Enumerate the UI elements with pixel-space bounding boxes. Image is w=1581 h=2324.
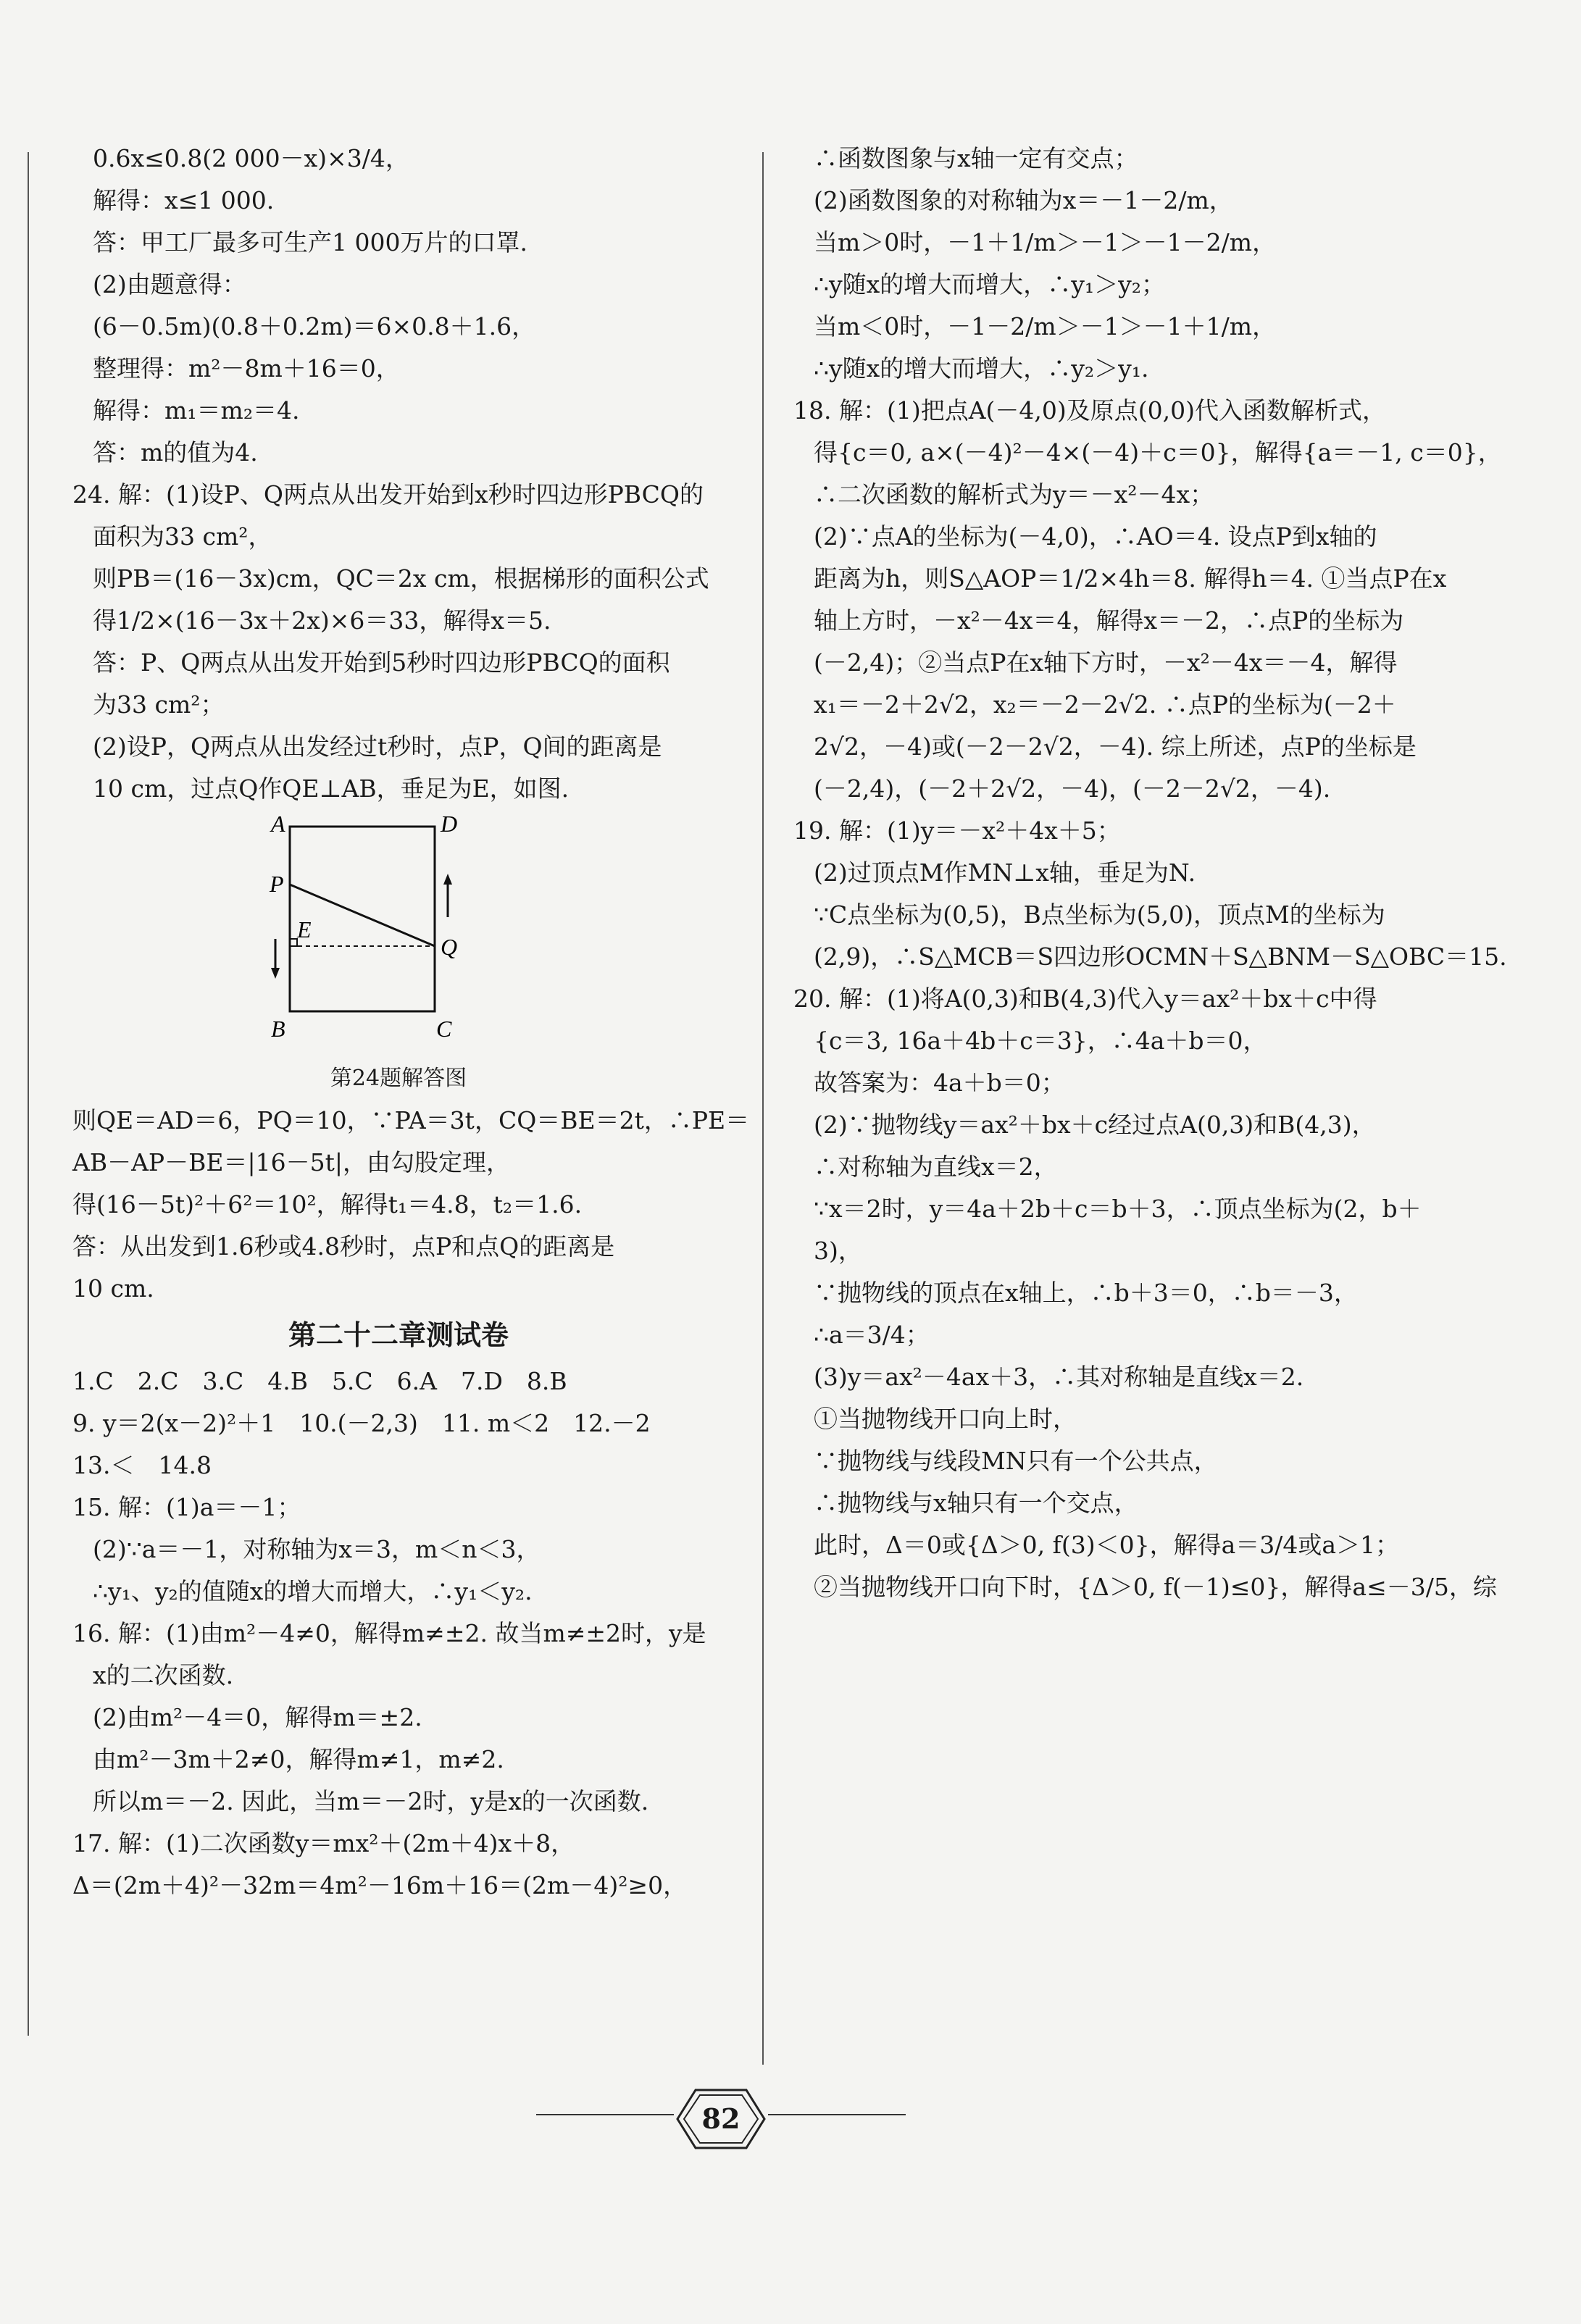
label-p: P bbox=[270, 871, 284, 897]
question-18: 18. 解：(1)把点A(－4,0)及原点(0,0)代入函数解析式， bbox=[793, 396, 1387, 425]
text-line: ∴y随x的增大而增大，∴y₁＞y₂； bbox=[814, 270, 1165, 298]
rectangle-abcd bbox=[290, 827, 435, 1011]
text-line: 距离为h，则S△AOP＝1/2×4h＝8. 解得h＝4. ①当点P在x bbox=[814, 564, 1447, 593]
page-number-text: 82 bbox=[701, 2102, 741, 2135]
text-line: 10 cm. bbox=[72, 1274, 154, 1303]
rectangle-diagram bbox=[246, 816, 507, 1055]
text-line: ∴y随x的增大而增大，∴y₂＞y₁. bbox=[814, 354, 1149, 383]
text-line: 面积为33 cm²， bbox=[93, 522, 272, 551]
text-line: (2)∵抛物线y＝ax²＋bx＋c经过点A(0,3)和B(4,3)， bbox=[814, 1111, 1376, 1139]
text-line: 答：从出发到1.6秒或4.8秒时，点P和点Q的距离是 bbox=[72, 1232, 615, 1261]
text-line: (2,9)，∴S△MCB＝S四边形OCMN＋S△BNM－S△OBC＝15. bbox=[814, 942, 1507, 971]
text-line: (－2,4)，(－2＋2√2，－4)，(－2－2√2，－4). bbox=[814, 774, 1331, 803]
text-line: ∴抛物线与x轴只有一个交点， bbox=[814, 1489, 1138, 1517]
text-line: 答：m的值为4. bbox=[93, 438, 258, 467]
text-line: 则PB＝(16－3x)cm，QC＝2x cm，根据梯形的面积公式 bbox=[93, 564, 709, 593]
text-line: ∵抛物线的顶点在x轴上，∴b＋3＝0，∴b＝－3， bbox=[814, 1279, 1358, 1307]
text-line: 整理得：m²－8m＋16＝0， bbox=[93, 354, 400, 383]
text-line: AB－AP－BE＝|16－5t|，由勾股定理， bbox=[72, 1148, 510, 1176]
text-line: 答：甲工厂最多可生产1 000万片的口罩. bbox=[93, 228, 527, 256]
text-line: (2)由m²－4＝0，解得m＝±2. bbox=[93, 1703, 422, 1731]
text-line: x₁＝－2＋2√2，x₂＝－2－2√2. ∴点P的坐标为(－2＋ bbox=[814, 690, 1396, 719]
chapter-title: 第二十二章测试卷 bbox=[288, 1319, 509, 1351]
arrow-down-head bbox=[271, 968, 280, 979]
text-line: 由m²－3m＋2≠0，解得m≠1，m≠2. bbox=[93, 1745, 504, 1773]
text-line: Δ＝(2m＋4)²－32m＝4m²－16m＋16＝(2m－4)²≥0， bbox=[72, 1871, 688, 1899]
column-divider bbox=[762, 152, 764, 2065]
label-d: D bbox=[441, 816, 458, 837]
text-line: ∵x＝2时，y＝4a＋2b＋c＝b＋3，∴顶点坐标为(2，b＋ bbox=[814, 1195, 1422, 1223]
text-line: 0.6x≤0.8(2 000－x)×3/4， bbox=[93, 144, 409, 172]
text-line: 为33 cm²； bbox=[93, 690, 225, 719]
right-column bbox=[793, 138, 1507, 1608]
left-margin-line bbox=[28, 152, 29, 2036]
text-line: ∴二次函数的解析式为y＝－x²－4x； bbox=[814, 480, 1214, 509]
figure-caption: 第24题解答图 bbox=[330, 1066, 467, 1091]
page-number bbox=[674, 2086, 768, 2152]
text-line: x的二次函数. bbox=[93, 1661, 234, 1689]
text-line: 得{c＝0, a×(－4)²－4×(－4)＋c＝0}，解得{a＝－1, c＝0}， bbox=[814, 438, 1502, 467]
text-line: ∵抛物线与线段MN只有一个公共点， bbox=[814, 1447, 1218, 1475]
left-column bbox=[72, 138, 750, 1907]
text-line: 所以m＝－2. 因此，当m＝－2时，y是x的一次函数. bbox=[93, 1787, 649, 1815]
text-line: (3)y＝ax²－4ax＋3，∴其对称轴是直线x＝2. bbox=[814, 1363, 1304, 1391]
footer-rule-right bbox=[768, 2114, 906, 2115]
text-line: {c＝3, 16a＋4b＋c＝3}，∴4a＋b＝0， bbox=[814, 1027, 1267, 1055]
arrow-up-head bbox=[443, 874, 452, 885]
text-line: ∴对称轴为直线x＝2， bbox=[814, 1153, 1058, 1181]
text-line: 则QE＝AD＝6，PQ＝10，∵PA＝3t，CQ＝BE＝2t，∴PE＝ bbox=[72, 1106, 750, 1134]
text-line: (2)函数图象的对称轴为x＝－1－2/m， bbox=[814, 186, 1233, 214]
text-line: (2)设P，Q两点从出发经过t秒时，点P，Q间的距离是 bbox=[93, 732, 662, 761]
text-line: 轴上方时，－x²－4x＝4，解得x＝－2，∴点P的坐标为 bbox=[814, 606, 1404, 635]
text-line: 2√2，－4)或(－2－2√2，－4). 综上所述，点P的坐标是 bbox=[814, 732, 1417, 761]
label-e: E bbox=[297, 916, 312, 942]
label-a: A bbox=[271, 816, 285, 837]
answer-row: 13.＜ 14.8 bbox=[72, 1451, 212, 1479]
geometry-figure bbox=[246, 816, 507, 1055]
text-line: ∴函数图象与x轴一定有交点； bbox=[814, 144, 1138, 172]
text-line: 当m＞0时，－1＋1/m＞－1＞－1－2/m， bbox=[814, 228, 1277, 256]
text-line: ①当抛物线开口向上时， bbox=[814, 1405, 1077, 1433]
question-20: 20. 解：(1)将A(0,3)和B(4,3)代入y＝ax²＋bx＋c中得 bbox=[793, 985, 1377, 1013]
text-line: (2)∵点A的坐标为(－4,0)，∴AO＝4. 设点P到x轴的 bbox=[814, 522, 1377, 551]
label-c: C bbox=[436, 1016, 452, 1042]
text-line: (2)∵a＝－1，对称轴为x＝3，m＜n＜3， bbox=[93, 1535, 541, 1563]
text-line: 10 cm，过点Q作QE⊥AB，垂足为E，如图. bbox=[93, 774, 570, 803]
text-line: 答：P、Q两点从出发开始到5秒时四边形PBCQ的面积 bbox=[93, 648, 670, 677]
text-line: (－2,4)；②当点P在x轴下方时，－x²－4x＝－4，解得 bbox=[814, 648, 1398, 677]
text-line: 此时，Δ＝0或{Δ＞0, f(3)＜0}，解得a＝3/4或a＞1； bbox=[814, 1531, 1400, 1559]
text-line: 3)， bbox=[814, 1237, 862, 1265]
text-line: ∵C点坐标为(0,5)，B点坐标为(5,0)，顶点M的坐标为 bbox=[814, 900, 1385, 929]
question-24: 24. 解：(1)设P、Q两点从出发开始到x秒时四边形PBCQ的 bbox=[72, 480, 704, 509]
segment-pq bbox=[290, 885, 435, 946]
text-line: (2)由题意得： bbox=[93, 270, 246, 298]
text-line: ∴y₁、y₂的值随x的增大而增大，∴y₁＜y₂. bbox=[93, 1577, 533, 1605]
text-line: 解得：x≤1 000. bbox=[93, 186, 275, 214]
text-line: 得(16－5t)²＋6²＝10²，解得t₁＝4.8，t₂＝1.6. bbox=[72, 1190, 583, 1219]
answer-row: 9. y＝2(x－2)²＋1 10.(－2,3) 11. m＜2 12.－2 bbox=[72, 1409, 651, 1437]
text-line: 得1/2×(16－3x＋2x)×6＝33，解得x＝5. bbox=[93, 606, 551, 635]
text-line: ②当抛物线开口向下时，{Δ＞0, f(－1)≤0}，解得a≤－3/5，综 bbox=[814, 1573, 1497, 1601]
footer-rule-left bbox=[536, 2114, 674, 2115]
question-19: 19. 解：(1)y＝－x²＋4x＋5； bbox=[793, 816, 1121, 845]
label-b: B bbox=[271, 1016, 285, 1042]
text-line: 当m＜0时，－1－2/m＞－1＞－1＋1/m， bbox=[814, 312, 1277, 340]
question-17: 17. 解：(1)二次函数y＝mx²＋(2m＋4)x＋8， bbox=[72, 1829, 575, 1857]
text-line: 解得：m₁＝m₂＝4. bbox=[93, 396, 300, 425]
text-line: ∴a＝3/4； bbox=[814, 1321, 930, 1349]
answer-row: 1.C 2.C 3.C 4.B 5.C 6.A 7.D 8.B bbox=[72, 1367, 567, 1395]
text-line: (2)过顶点M作MN⊥x轴，垂足为N. bbox=[814, 858, 1196, 887]
text-line: (6－0.5m)(0.8＋0.2m)＝6×0.8＋1.6， bbox=[93, 312, 536, 340]
text-line: 故答案为：4a＋b＝0； bbox=[814, 1069, 1065, 1097]
question-15: 15. 解：(1)a＝－1； bbox=[72, 1493, 301, 1521]
label-q: Q bbox=[441, 934, 458, 960]
question-16: 16. 解：(1)由m²－4≠0，解得m≠±2. 故当m≠±2时，y是 bbox=[72, 1619, 706, 1647]
